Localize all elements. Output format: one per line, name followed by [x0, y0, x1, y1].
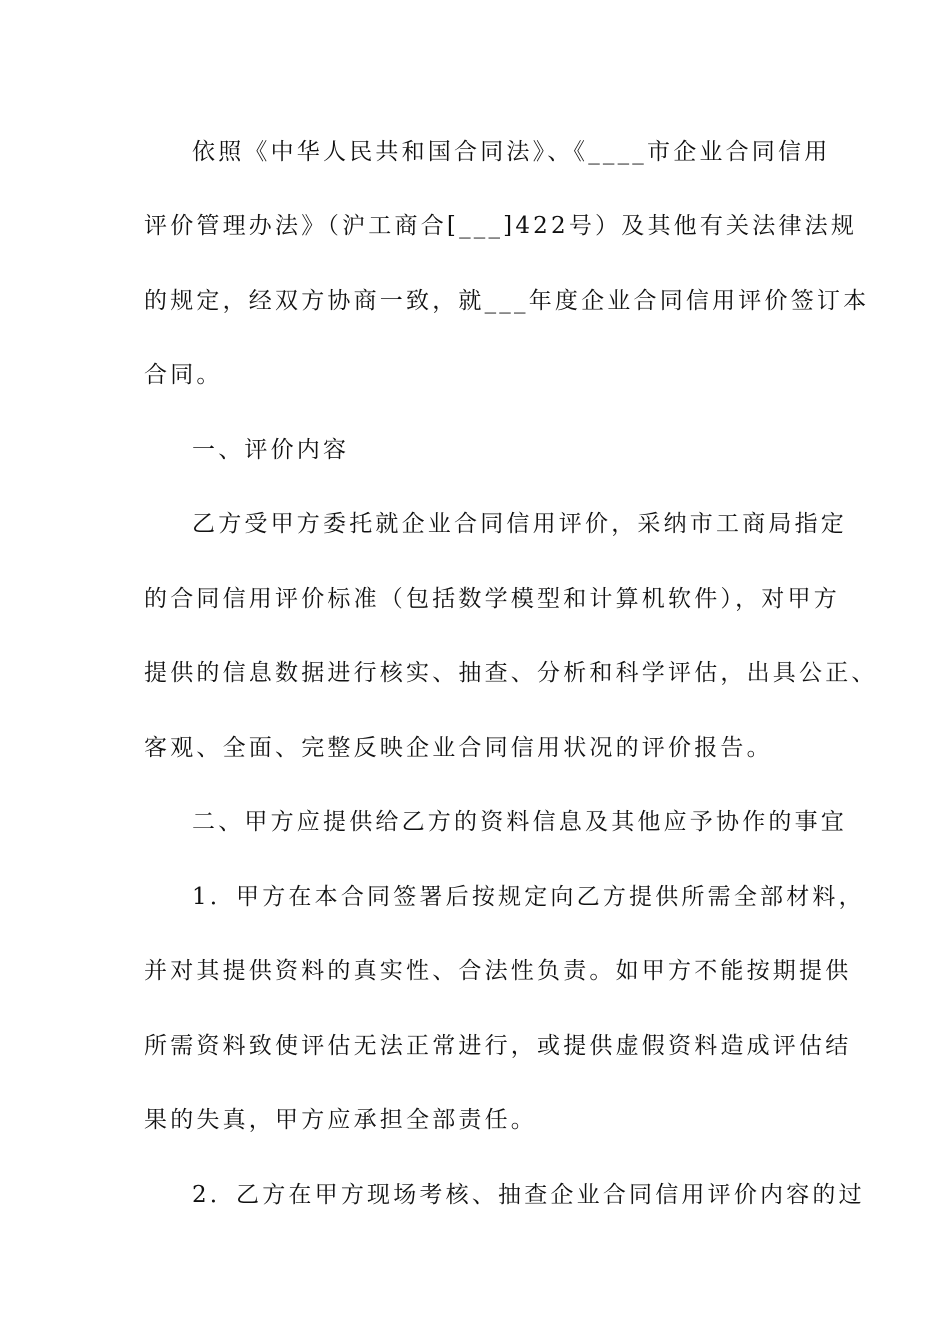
section-heading-1: 一、评价内容	[192, 437, 350, 463]
paragraph-evaluation-line-2: 的合同信用评价标准（包括数学模型和计算机软件），对甲方	[144, 586, 840, 612]
section-heading-2: 二、甲方应提供给乙方的资料信息及其他应予协作的事宜	[192, 809, 847, 835]
paragraph-evaluation-line-4: 客观、全面、完整反映企业合同信用状况的评价报告。	[144, 735, 773, 761]
clause-1-line-1: 1．甲方在本合同签署后按规定向乙方提供所需全部材料，	[192, 884, 865, 910]
clause-2-line-1: 2．乙方在甲方现场考核、抽查企业合同信用评价内容的过	[192, 1182, 865, 1208]
paragraph-intro-line-2: 评价管理办法》（沪工商合[___]422号）及其他有关法律法规	[144, 213, 858, 239]
clause-1-line-4: 果的失真，甲方应承担全部责任。	[144, 1107, 537, 1133]
clause-1-line-3: 所需资料致使评估无法正常进行，或提供虚假资料造成评估结	[144, 1033, 852, 1059]
paragraph-intro-line-1: 依照《中华人民共和国合同法》、《____市企业合同信用	[192, 139, 831, 165]
clause-1-line-2: 并对其提供资料的真实性、合法性负责。如甲方不能按期提供	[144, 958, 852, 984]
paragraph-evaluation-line-1: 乙方受甲方委托就企业合同信用评价，采纳市工商局指定	[192, 511, 847, 537]
paragraph-intro-line-3: 的规定，经双方协商一致，就___年度企业合同信用评价签订本	[144, 288, 870, 314]
paragraph-evaluation-line-3: 提供的信息数据进行核实、抽查、分析和科学评估，出具公正、	[144, 660, 878, 686]
paragraph-intro-line-4: 合同。	[144, 362, 223, 388]
